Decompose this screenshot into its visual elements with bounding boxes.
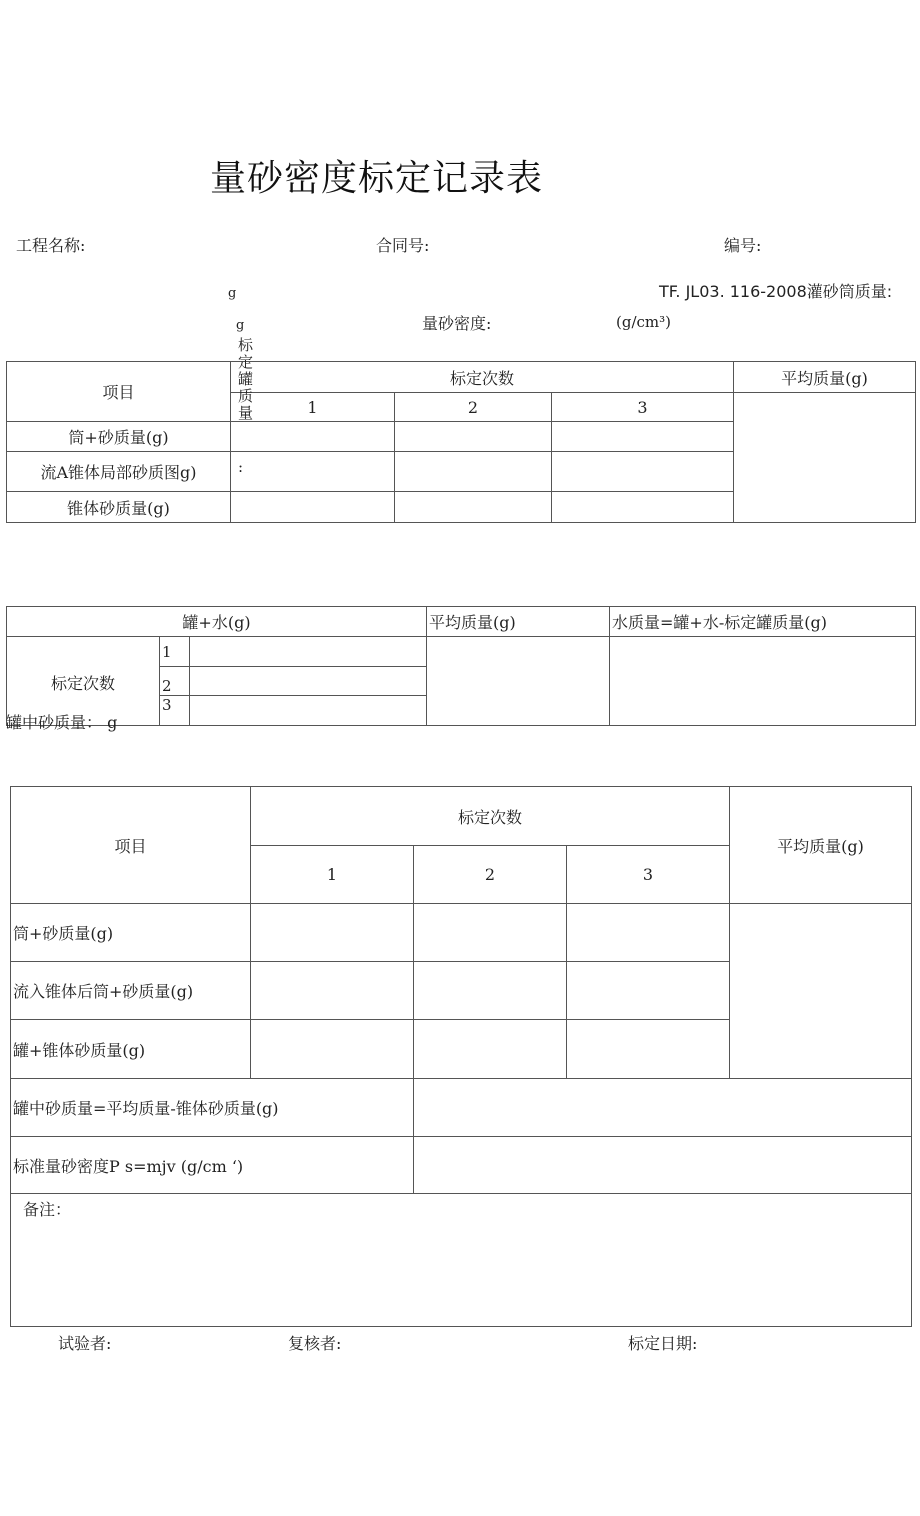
row-label: 流入锥体后筒+砂质量(g)	[11, 962, 251, 1020]
col-calib-count-header: 标定次数	[251, 787, 730, 846]
col-item-header: 项目	[11, 787, 251, 904]
avg-mass-cell[interactable]	[427, 637, 610, 726]
value-cell[interactable]	[395, 492, 552, 523]
density-unit: (g/cm³)	[616, 313, 671, 331]
value-cell[interactable]	[414, 962, 567, 1020]
tester-label: 试验者:	[58, 1334, 112, 1353]
value-cell[interactable]	[251, 962, 414, 1020]
contract-no-label: 合同号:	[376, 236, 430, 255]
trial-3-header: 3	[552, 393, 734, 422]
remarks-cell[interactable]: 备注：	[11, 1194, 912, 1327]
value-cell[interactable]	[552, 452, 734, 492]
avg-mass-cell[interactable]	[734, 393, 916, 523]
trial-number: 3	[160, 696, 190, 726]
trial-1-header: 1	[251, 846, 414, 904]
value-cell[interactable]	[552, 492, 734, 523]
value-cell[interactable]	[231, 452, 395, 492]
water-mass-cell[interactable]	[610, 637, 916, 726]
col-item-header: 项目	[7, 362, 231, 422]
value-cell[interactable]	[395, 422, 552, 452]
row-label: 筒+砂质量(g)	[11, 904, 251, 962]
serial-no-label: 编号:	[724, 236, 762, 255]
value-cell[interactable]	[190, 637, 427, 667]
sand-in-jar-row-label: 罐中砂质量=平均质量-锥体砂质量(g)	[11, 1079, 414, 1137]
page-title: 量砂密度标定记录表	[210, 158, 544, 199]
reviewer-label: 复核者:	[288, 1334, 342, 1353]
project-name-label: 工程名称:	[16, 236, 86, 255]
col-avg-mass-header: 平均质量(g)	[730, 787, 912, 904]
sand-in-jar-overlay: 罐中砂质量： g	[6, 713, 118, 732]
value-cell[interactable]	[231, 422, 395, 452]
col-avg-mass-header: 平均质量(g)	[427, 607, 610, 637]
value-cell[interactable]	[567, 962, 730, 1020]
value-cell[interactable]	[251, 904, 414, 962]
calib-date-label: 标定日期:	[628, 1334, 698, 1353]
col-calib-count-header: 标定次数	[231, 362, 734, 393]
trial-number: 2	[160, 667, 190, 696]
trial-1-header: 1	[231, 393, 395, 422]
value-cell[interactable]	[251, 1020, 414, 1079]
std-density-value[interactable]	[414, 1137, 912, 1194]
value-cell[interactable]	[552, 422, 734, 452]
value-cell[interactable]	[190, 696, 427, 726]
avg-mass-cell[interactable]	[730, 904, 912, 1079]
std-density-row-label: 标准量砂密度P s=mjv (g/cm ‘)	[11, 1137, 414, 1194]
value-cell[interactable]	[190, 667, 427, 696]
calibration-table-1	[6, 361, 916, 523]
value-cell[interactable]	[231, 492, 395, 523]
density-label: 量砂密度:	[422, 314, 492, 333]
unit-g-2: g	[236, 318, 245, 333]
value-cell[interactable]	[395, 452, 552, 492]
col-jar-water-header: 罐+水(g)	[7, 607, 427, 637]
row-label: 流A锥体局部砂质图g)	[7, 452, 231, 492]
sand-in-jar-value[interactable]	[414, 1079, 912, 1137]
value-cell[interactable]	[414, 1020, 567, 1079]
value-cell[interactable]	[567, 1020, 730, 1079]
value-cell[interactable]	[567, 904, 730, 962]
row-label: 锥体砂质量(g)	[7, 492, 231, 523]
calib-count-label: 标定次数	[7, 637, 160, 726]
standard-code: TF. JL03. 116-2008灌砂筒质量:	[659, 282, 893, 301]
trial-3-header: 3	[567, 846, 730, 904]
row-label: 罐+锥体砂质量(g)	[11, 1020, 251, 1079]
vertical-colon: :	[238, 458, 244, 476]
col-avg-mass-header: 平均质量(g)	[734, 362, 916, 393]
calibration-table-3	[10, 786, 912, 1327]
value-cell[interactable]	[414, 904, 567, 962]
trial-2-header: 2	[414, 846, 567, 904]
unit-g-1: g	[228, 286, 237, 301]
trial-2-header: 2	[395, 393, 552, 422]
trial-number: 1	[160, 637, 190, 667]
row-label: 筒+砂质量(g)	[7, 422, 231, 452]
vertical-calib-jar-mass: 标定罐质量	[236, 337, 254, 422]
col-water-mass-header: 水质量=罐+水-标定罐质量(g)	[610, 607, 916, 637]
calibration-table-2	[6, 606, 916, 726]
